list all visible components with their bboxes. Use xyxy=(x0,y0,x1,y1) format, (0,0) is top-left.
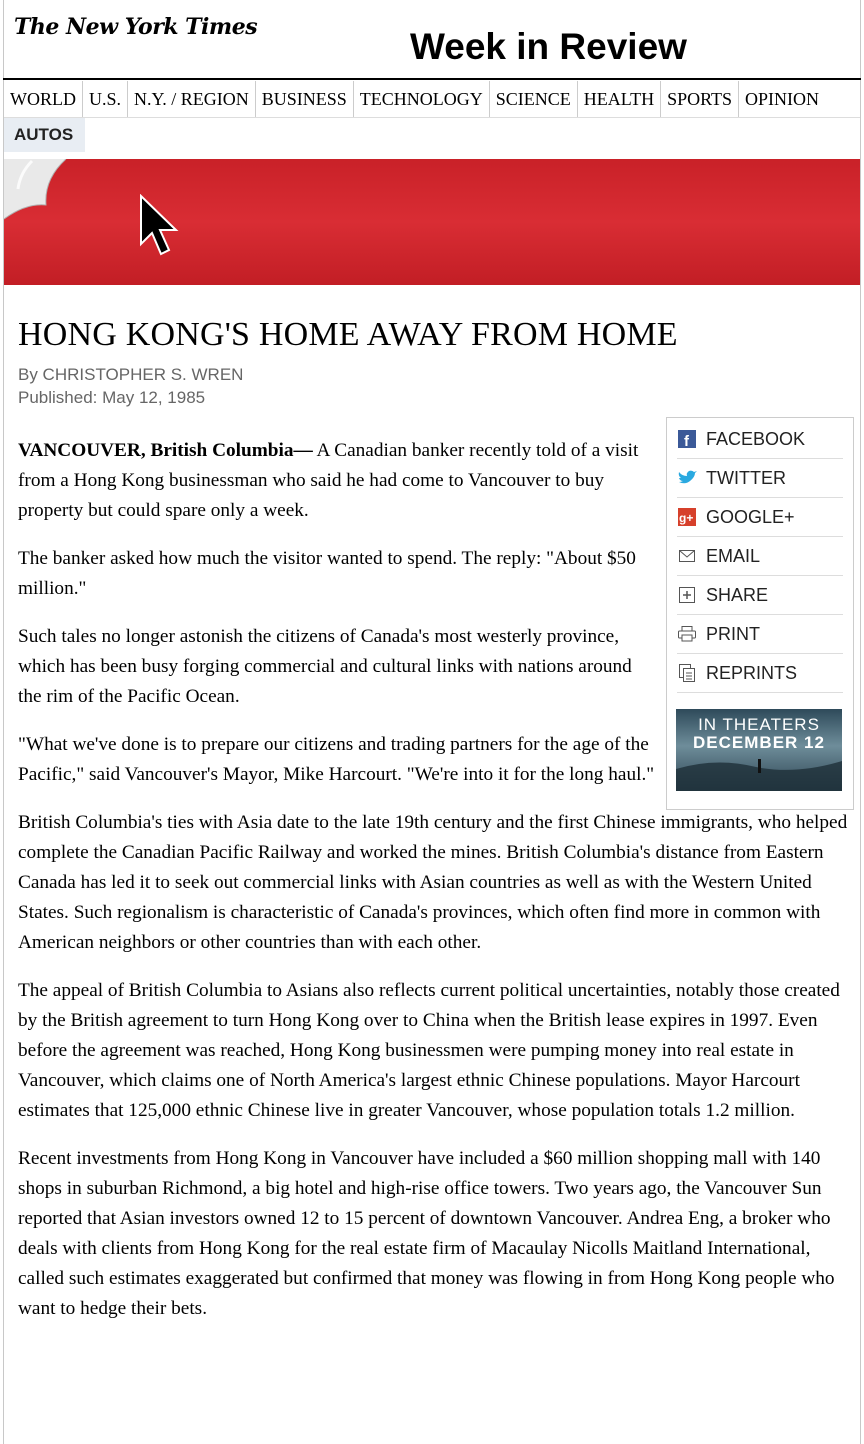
paragraph: British Columbia's ties with Asia date to the late 19th century and the first Chinese immigrants, who helped complete the Canadian Pacific Railway and worked the mines. British Columbia's distance from Eastern Canada has led it to seek out commercial links with Asian countries as well as with the Western United States. Such regionalism is characteristic of Canada's provinces, which often find more in common with American neighbors or other countries than with each other. xyxy=(18,812,848,953)
paragraph: Recent investments from Hong Kong in Vancouver have included a $60 million shopping mall with 140 shops in suburban Richmond, a big hotel and high-rise office towers. Two years ago, the Vancouver Sun reported that Asian investors owned 12 to 15 percent of downtown Vancouver. Andrea Eng, a broker who deals with clients from Hong Kong for the real estate firm of Macaulay Nicolls Maitland International, called such estimates exaggerated but confirmed that money was flowing in from Hong Kong people who want to hedge their bets. xyxy=(18,1148,835,1319)
paragraph: The appeal of British Columbia to Asians also reflects current political uncertainties, notably those created by the British agreement to turn Hong Kong over to China when the British lease expires in 1997. Even before the agreement was reached, Hong Kong businessmen were pumping money into real estate in Vancouver, which claims one of North America's largest ethnic Chinese populations. Mayor Harcourt estimates that 125,000 ethnic Chinese live in greater Vancouver, whose population totals 1.2 million. xyxy=(18,980,840,1121)
header xyxy=(0,0,864,78)
nyt-logo[interactable]: The New York Times xyxy=(14,14,258,40)
movie-ad[interactable] xyxy=(676,709,842,791)
svg-text:g+: g+ xyxy=(679,511,694,525)
svg-text:f: f xyxy=(684,433,689,448)
email-icon xyxy=(677,546,697,566)
paragraph: The banker asked how much the visitor wanted to spend. The reply: "About $50 million." xyxy=(18,548,636,599)
paragraph: Such tales no longer astonish the citizens of Canada's most westerly province, which has been busy forging commercial and cultural links with nations around the rim of the Pacific Ocean. xyxy=(18,626,632,707)
nav-opinion[interactable]: OPINION xyxy=(745,89,820,109)
paragraph: VANCOUVER, British Columbia— A Canadian banker recently told of a visit from a Hong Kong businessman who said he had come to Vancouver to buy property but could spare only a week. xyxy=(18,440,639,521)
dateline: VANCOUVER, British Columbia— xyxy=(18,440,313,461)
section-nav xyxy=(4,81,860,118)
nav-technology[interactable]: TECHNOLOGY xyxy=(354,81,490,117)
page-curl-icon xyxy=(4,159,74,221)
mouse-cursor-icon xyxy=(139,194,181,258)
share-print[interactable]: PRINT xyxy=(677,615,843,654)
nav-science[interactable]: SCIENCE xyxy=(490,81,578,117)
print-icon xyxy=(677,624,697,644)
share-share[interactable]: SHARE xyxy=(677,576,843,615)
nav-world[interactable]: WORLD xyxy=(4,81,83,117)
nav-health[interactable]: HEALTH xyxy=(578,81,661,117)
article-published-date: Published: May 12, 1985 xyxy=(18,388,206,407)
section-title: Week in Review xyxy=(410,26,687,67)
share-email[interactable]: EMAIL xyxy=(677,537,843,576)
paragraph: "What we've done is to prepare our citizens and trading partners for the age of the Pacific," said Vancouver's Mayor, Mike Harcourt. "We're into it for the long haul." xyxy=(18,734,655,785)
ad-banner[interactable] xyxy=(4,159,860,285)
share-google-plus[interactable]: g+ GOOGLE+ xyxy=(677,498,843,537)
nav-sports[interactable]: SPORTS xyxy=(661,81,739,117)
nav-autos[interactable]: AUTOS xyxy=(4,118,85,152)
reprints-icon xyxy=(677,663,697,683)
ad-scene-icon xyxy=(676,709,842,791)
nav-us[interactable]: U.S. xyxy=(83,81,128,117)
share-twitter[interactable]: TWITTER xyxy=(677,459,843,498)
share-reprints[interactable]: REPRINTS xyxy=(677,654,843,693)
google-plus-icon xyxy=(677,507,697,527)
article-headline: HONG KONG'S HOME AWAY FROM HOME xyxy=(18,316,678,353)
nav-ny-region[interactable]: N.Y. / REGION xyxy=(128,81,256,117)
share-facebook[interactable]: f FACEBOOK xyxy=(677,420,843,459)
twitter-icon xyxy=(677,468,697,488)
nav-business[interactable]: BUSINESS xyxy=(256,81,354,117)
ad-date: DECEMBER 12 xyxy=(693,733,825,752)
share-tools xyxy=(666,417,854,810)
facebook-icon xyxy=(677,429,697,449)
plus-box-icon xyxy=(677,585,697,605)
ad-headline: IN THEATERS xyxy=(698,715,820,734)
nav-divider xyxy=(3,78,861,80)
article-byline[interactable]: By CHRISTOPHER S. WREN xyxy=(18,365,244,384)
